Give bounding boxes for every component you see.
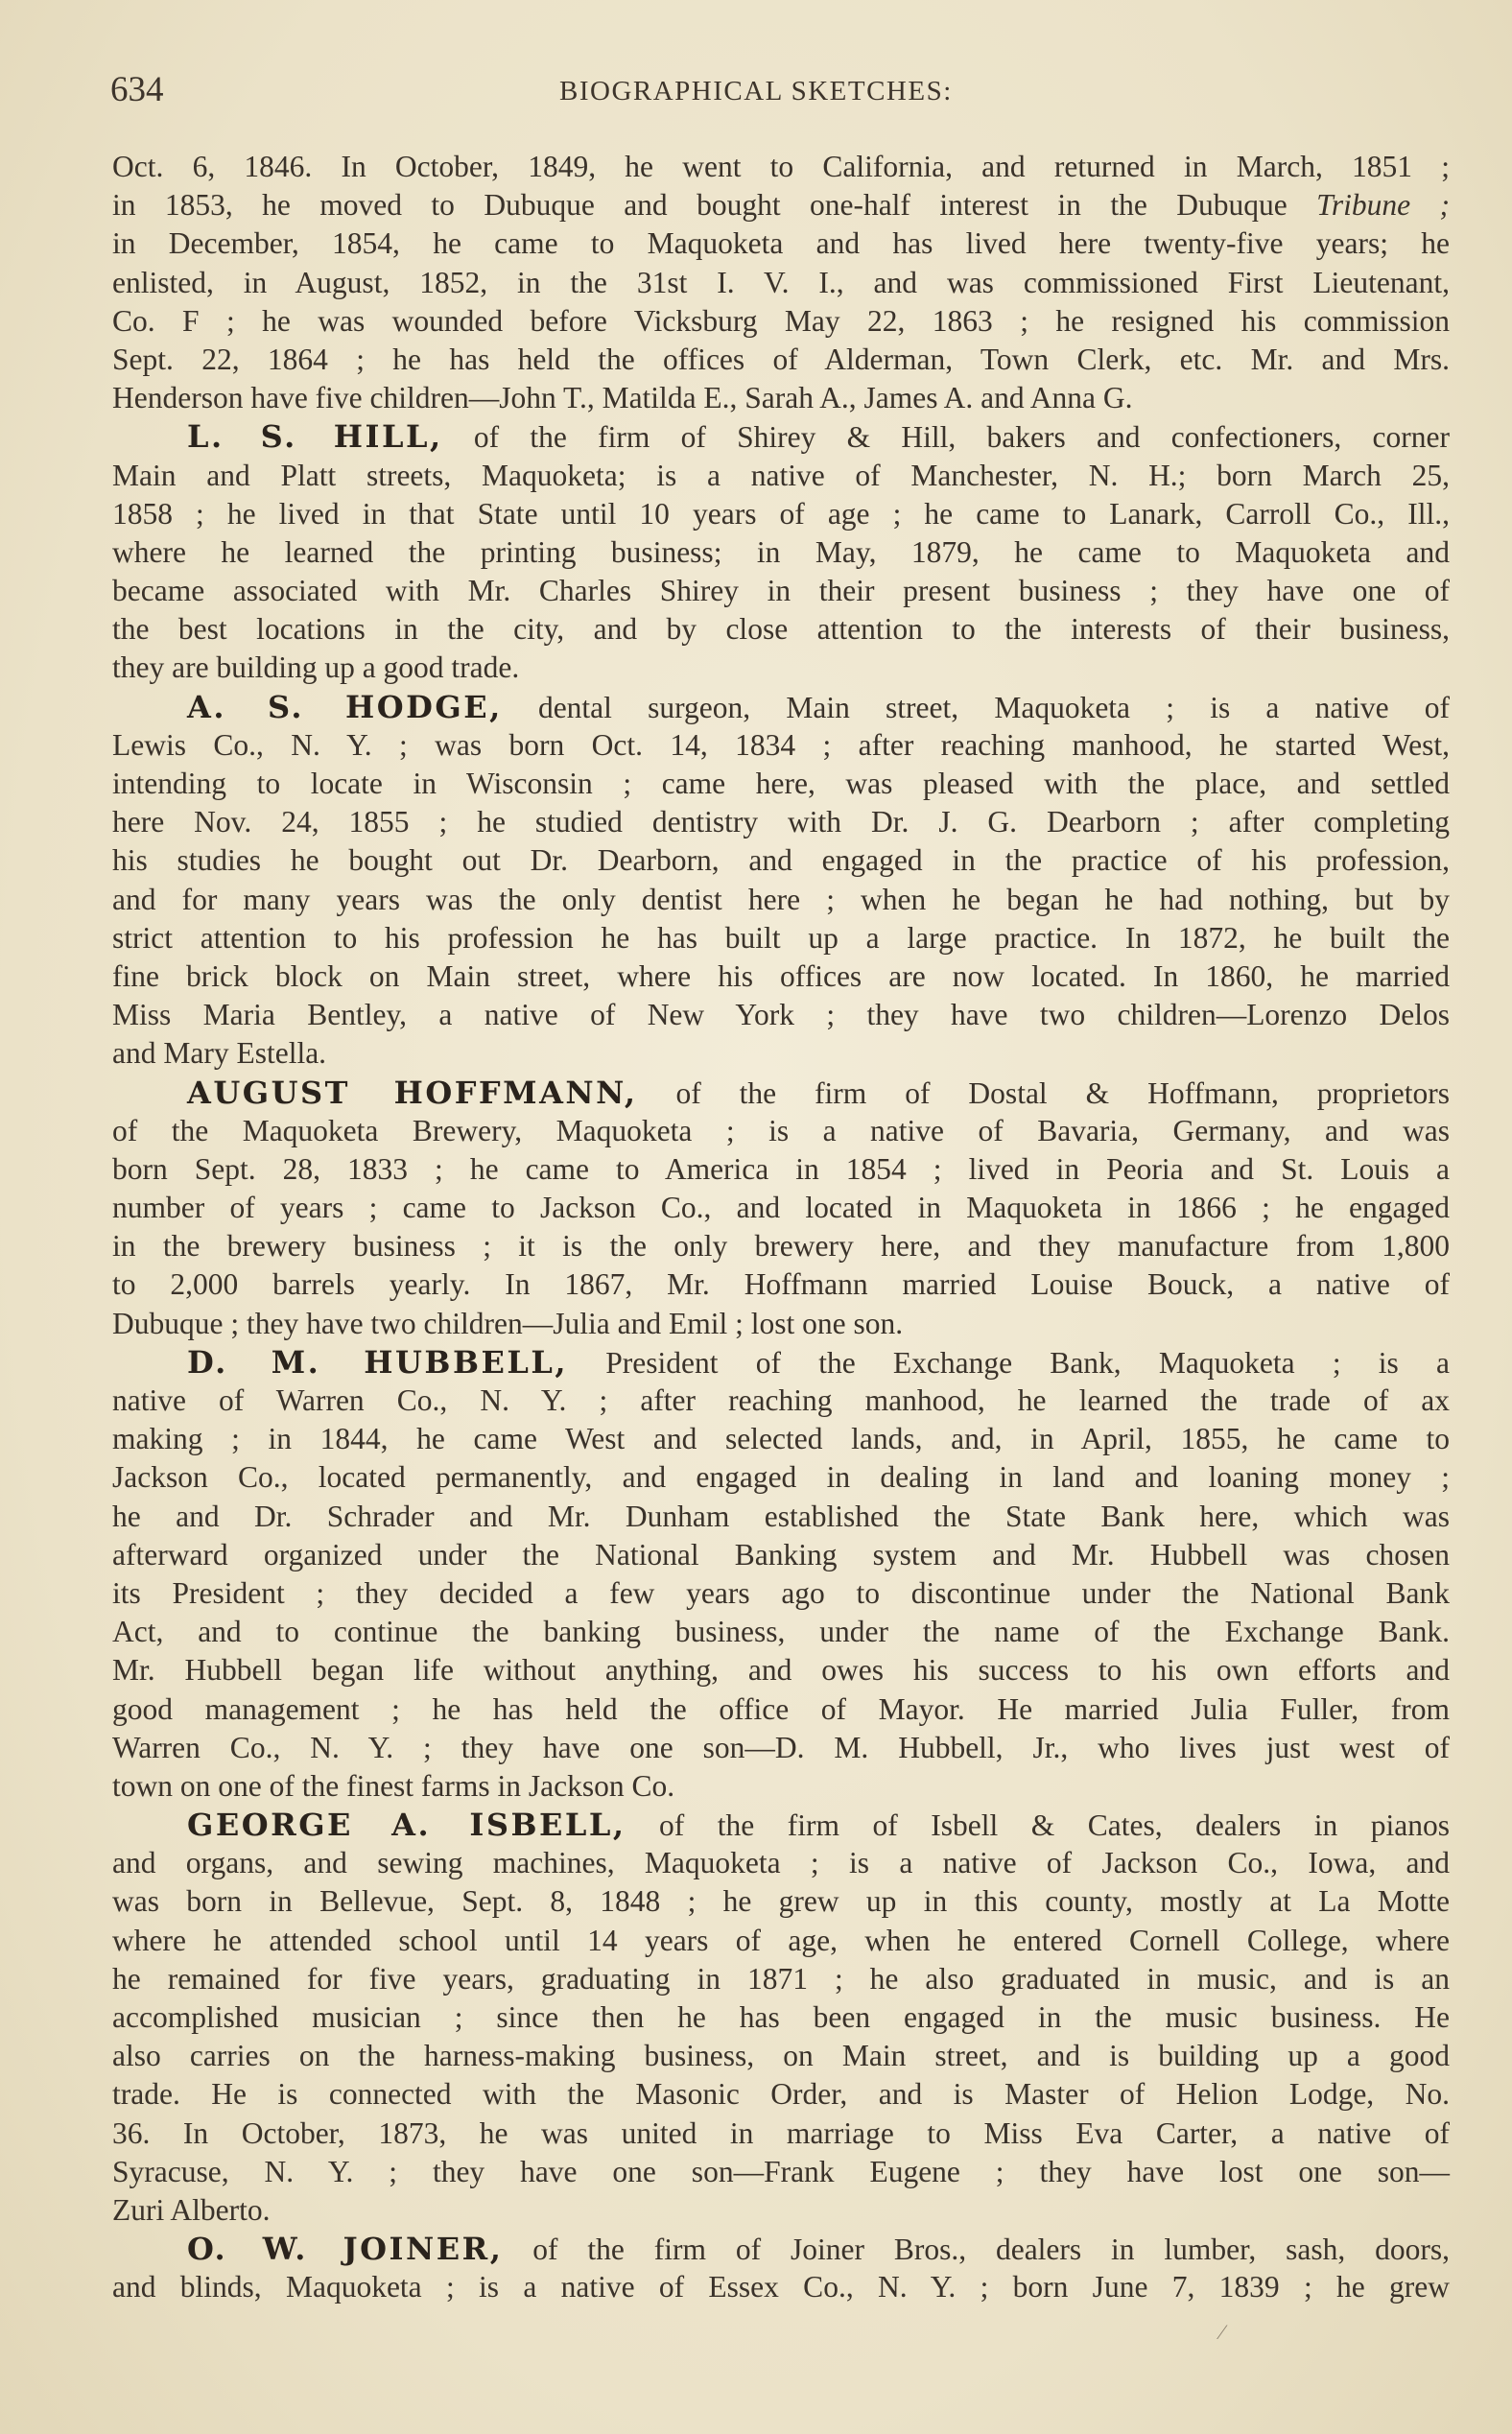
line-text: 36. In October, 1873, he was united in marriage to Miss Eva Carter, a native of bbox=[112, 2115, 1450, 2150]
line-text: Henderson have five children—John T., Matilda E., Sarah A., James A. and Anna G. bbox=[112, 381, 1133, 415]
text-line bbox=[112, 2037, 1450, 2075]
text-line bbox=[112, 996, 1450, 1034]
entry-heading-line bbox=[112, 2230, 1450, 2268]
line-text: he remained for five years, graduating in 1871 ; he also graduated in music, and is an bbox=[112, 1961, 1450, 1996]
text-line bbox=[112, 1998, 1450, 2037]
line-text: town on one of the finest farms in Jackson Co. bbox=[112, 1768, 675, 1803]
line-text: his studies he bought out Dr. Dearborn, and engaged in the practice of his profession, bbox=[112, 843, 1450, 878]
text-line bbox=[112, 533, 1450, 572]
text-line bbox=[112, 1882, 1450, 1921]
text-line bbox=[112, 2075, 1450, 2114]
text-line bbox=[112, 1034, 1450, 1073]
text-line bbox=[112, 341, 1450, 379]
text-line bbox=[112, 610, 1450, 649]
text-line bbox=[112, 649, 1450, 687]
line-text: Jackson Co., located permanently, and engaged in dealing in land and loaning money ; bbox=[112, 1460, 1450, 1495]
line-text: in the brewery business ; it is the only brewery here, and they manufacture from 1,800 bbox=[112, 1229, 1450, 1264]
entry-heading-line bbox=[112, 417, 1450, 456]
text-line bbox=[112, 1922, 1450, 1960]
line-text: where he learned the printing business; in May, 1879, he came to Maquoketa and bbox=[112, 534, 1450, 569]
line-text: good management ; he has held the office of Mayor. He married Julia Fuller, from bbox=[112, 1691, 1450, 1726]
line-text: of the Maquoketa Brewery, Maquoketa ; is a native of Bavaria, Germany, and was bbox=[112, 1113, 1450, 1147]
person-name: A. S. HODGE, bbox=[187, 688, 503, 725]
line-text: of the firm of Isbell & Cates, dealers in pianos bbox=[626, 1808, 1450, 1843]
text-line bbox=[112, 224, 1450, 263]
italic-text: Tribune ; bbox=[1316, 188, 1451, 223]
line-text: Act, and to continue the banking business, under the name of the Exchange Bank. bbox=[112, 1615, 1450, 1649]
biographical-sketches-text bbox=[112, 148, 1450, 2307]
text-line bbox=[112, 765, 1450, 803]
page-header bbox=[110, 69, 1453, 117]
text-line bbox=[112, 186, 1450, 224]
line-text: he and Dr. Schrader and Mr. Dunham established the State Bank here, which was bbox=[112, 1499, 1450, 1533]
entry-heading-line bbox=[112, 1806, 1450, 1844]
text-line bbox=[112, 1729, 1450, 1767]
text-line bbox=[112, 302, 1450, 341]
page-number: 634 bbox=[110, 70, 164, 109]
text-line bbox=[112, 881, 1450, 919]
line-text: Sept. 22, 1864 ; he has held the offices of Alderman, Town Clerk, etc. Mr. and Mrs. bbox=[112, 342, 1450, 376]
text-line bbox=[112, 841, 1450, 880]
line-text: fine brick block on Main street, where his offices are now located. In 1860, he married bbox=[112, 958, 1450, 993]
text-line bbox=[112, 1382, 1450, 1420]
person-name: O. W. JOINER, bbox=[187, 2231, 504, 2268]
line-text: in December, 1854, he came to Maquoketa and has lived here twenty-five years; he bbox=[112, 226, 1450, 261]
line-text: and blinds, Maquoketa ; is a native of Essex Co., N. Y. ; born June 7, 1839 ; he grew bbox=[112, 2270, 1450, 2304]
line-text: Co. F ; he was wounded before Vicksburg May 22, 1863 ; he resigned his commission bbox=[112, 303, 1450, 338]
line-text: afterward organized under the National Banking system and Mr. Hubbell was chosen bbox=[112, 1537, 1450, 1571]
text-line bbox=[112, 1690, 1450, 1729]
text-line bbox=[112, 726, 1450, 765]
line-text: born Sept. 28, 1833 ; he came to America in 1854 ; lived in Peoria and St. Louis a bbox=[112, 1151, 1450, 1186]
entry-heading-line bbox=[112, 1343, 1450, 1382]
line-text: dental surgeon, Main street, Maquoketa ; is a native of bbox=[502, 690, 1450, 724]
text-line bbox=[112, 957, 1450, 996]
text-line bbox=[112, 2268, 1450, 2306]
line-text: and for many years was the only dentist here ; when he began he had nothing, but by bbox=[112, 882, 1450, 916]
line-text: Zuri Alberto. bbox=[112, 2192, 271, 2227]
person-name: AUGUST HOFFMANN, bbox=[187, 1074, 638, 1111]
line-text: Lewis Co., N. Y. ; was born Oct. 14, 1834 ; after reaching manhood, he started West, bbox=[112, 727, 1450, 762]
entry-heading-line bbox=[112, 1074, 1450, 1112]
text-line bbox=[112, 1112, 1450, 1150]
text-line bbox=[112, 148, 1450, 186]
text-line bbox=[112, 919, 1450, 957]
line-text: Syracuse, N. Y. ; they have one son—Frank Eugene ; they have lost one son— bbox=[112, 2154, 1450, 2188]
line-text: strict attention to his profession he has built up a large practice. In 1872, he built the bbox=[112, 920, 1450, 955]
text-line bbox=[112, 495, 1450, 533]
text-line bbox=[112, 1536, 1450, 1574]
line-text: accomplished musician ; since then he has been engaged in the music business. He bbox=[112, 2000, 1450, 2034]
text-line bbox=[112, 1498, 1450, 1536]
line-text: intending to locate in Wisconsin ; came here, was pleased with the place, and settled bbox=[112, 767, 1450, 800]
text-line bbox=[112, 1420, 1450, 1458]
text-line bbox=[112, 572, 1450, 610]
line-text: in 1853, he moved to Dubuque and bought one-half interest in the Dubuque bbox=[112, 188, 1317, 223]
text-line bbox=[112, 2191, 1450, 2230]
line-text: where he attended school until 14 years of age, when he entered Cornell College, where bbox=[112, 1923, 1450, 1957]
line-text: the best locations in the city, and by close attention to the interests of their business, bbox=[112, 612, 1450, 647]
text-line bbox=[112, 1189, 1450, 1227]
line-text: here Nov. 24, 1855 ; he studied dentistry with Dr. J. G. Dearborn ; after completing bbox=[112, 805, 1450, 839]
line-text: also carries on the harness-making business, on Main street, and is building up a good bbox=[112, 2039, 1450, 2073]
line-text: trade. He is connected with the Masonic Order, and is Master of Helion Lodge, No. bbox=[112, 2077, 1450, 2112]
line-text: native of Warren Co., N. Y. ; after reaching manhood, he learned the trade of ax bbox=[112, 1383, 1450, 1417]
line-text: to 2,000 barrels yearly. In 1867, Mr. Hoffmann married Louise Bouck, a native of bbox=[112, 1267, 1450, 1302]
text-line bbox=[112, 803, 1450, 841]
line-text: of the firm of Shirey & Hill, bakers and confectioners, corner bbox=[442, 420, 1451, 455]
text-line bbox=[112, 2115, 1450, 2153]
text-line bbox=[112, 457, 1450, 495]
line-text: making ; in 1844, he came West and selected lands, and, in April, 1855, he came to bbox=[112, 1422, 1450, 1456]
entry-heading-line bbox=[112, 688, 1450, 726]
text-line bbox=[112, 2153, 1450, 2191]
text-line bbox=[112, 1767, 1450, 1806]
line-text: President of the Exchange Bank, Maquoketa ; is a bbox=[568, 1345, 1450, 1380]
text-line bbox=[112, 1613, 1450, 1651]
line-text: of the firm of Dostal & Hoffmann, proprietors bbox=[637, 1075, 1451, 1110]
line-text: number of years ; came to Jackson Co., and located in Maquoketa in 1866 ; he engaged bbox=[112, 1191, 1450, 1225]
text-line bbox=[112, 1305, 1450, 1343]
text-line bbox=[112, 1960, 1450, 1998]
text-line bbox=[112, 1844, 1450, 1882]
line-text: and Mary Estella. bbox=[112, 1036, 327, 1071]
line-text: Dubuque ; they have two children—Julia and Emil ; lost one son. bbox=[112, 1306, 904, 1340]
running-head: BIOGRAPHICAL SKETCHES: bbox=[559, 76, 953, 106]
person-name: D. M. HUBBELL, bbox=[187, 1343, 569, 1381]
line-text: and organs, and sewing machines, Maquoketa ; is a native of Jackson Co., Iowa, and bbox=[112, 1846, 1450, 1880]
text-line bbox=[112, 1265, 1450, 1304]
line-text: 1858 ; he lived in that State until 10 years of age ; he came to Lanark, Carroll Co., Ill., bbox=[112, 496, 1450, 531]
text-line bbox=[112, 1227, 1450, 1265]
stray-mark: ⁄ bbox=[1220, 2320, 1224, 2344]
text-line bbox=[112, 379, 1450, 417]
line-text: they are building up a good trade. bbox=[112, 650, 520, 685]
text-line bbox=[112, 1150, 1450, 1189]
text-line bbox=[112, 264, 1450, 302]
text-line bbox=[112, 1574, 1450, 1613]
person-name: GEORGE A. ISBELL, bbox=[187, 1807, 626, 1844]
line-text: its President ; they decided a few years ago to discontinue under the National Bank bbox=[112, 1575, 1450, 1610]
person-name: L. S. HILL, bbox=[187, 418, 443, 456]
line-text: was born in Bellevue, Sept. 8, 1848 ; he grew up in this county, mostly at La Motte bbox=[112, 1884, 1450, 1919]
line-text: Warren Co., N. Y. ; they have one son—D. M. Hubbell, Jr., who lives just west of bbox=[112, 1730, 1450, 1764]
line-text: Mr. Hubbell began life without anything, and owes his success to his own efforts and bbox=[112, 1653, 1450, 1688]
line-text: Main and Platt streets, Maquoketa; is a native of Manchester, N. H.; born March 25, bbox=[112, 458, 1450, 492]
text-line bbox=[112, 1458, 1450, 1497]
line-text: became associated with Mr. Charles Shirey in their present business ; they have one of bbox=[112, 574, 1450, 608]
line-text: Oct. 6, 1846. In October, 1849, he went to California, and returned in March, 1851 ; bbox=[112, 150, 1450, 183]
line-text: Miss Maria Bentley, a native of New York ; they have two children—Lorenzo Delos bbox=[112, 998, 1450, 1032]
line-text: enlisted, in August, 1852, in the 31st I. V. I., and was commissioned First Lieutenant, bbox=[112, 265, 1450, 299]
text-line bbox=[112, 1651, 1450, 1690]
line-text: of the firm of Joiner Bros., dealers in lumber, sash, doors, bbox=[503, 2233, 1451, 2267]
